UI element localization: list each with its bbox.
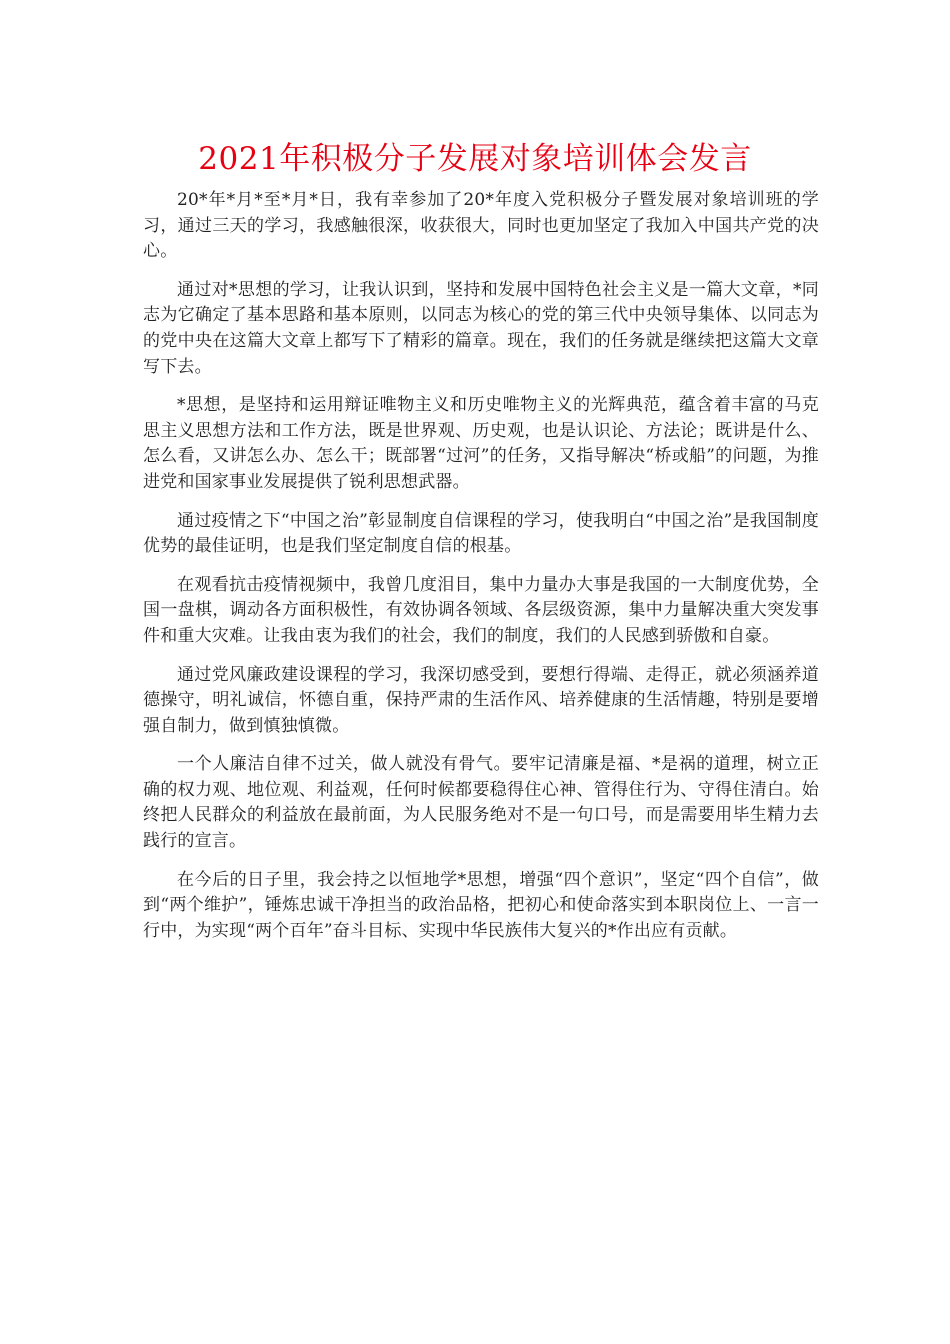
- paragraph: 一个人廉洁自律不过关，做人就没有骨气。要牢记清廉是福、*是祸的道理，树立正确的权力观、地位观、利益观，任何时候都要稳得住心神、管得住行为、守得住清白。始终把人民群众的利益放在最前面，为人民服务绝对不是一句口号，而是需要用毕生精力去践行的宣言。: [143, 754, 819, 852]
- document-title: 2021年积极分子发展对象培训体会发言: [198, 141, 752, 177]
- paragraph: 通过疫情之下“中国之治”彰显制度自信课程的学习，使我明白“中国之治”是我国制度优势的最佳证明，也是我们坚定制度自信的根基。: [143, 510, 819, 557]
- paragraph: 在观看抗击疫情视频中，我曾几度泪目，集中力量办大事是我国的一大制度优势，全国一盘棋，调动各方面积极性，有效协调各领域、各层级资源，集中力量解决重大突发事件和重大灾难。让我由衷为我们的社会，我们的制度，我们的人民感到骄傲和自豪。: [143, 574, 819, 646]
- paragraph: 通过党风廉政建设课程的学习，我深切感受到，要想行得端、走得正，就必须涵养道德操守，明礼诚信，怀德自重，保持严肃的生活作风、培养健康的生活情趣，特别是要增强自制力，做到慎独慎微。: [143, 664, 819, 736]
- paragraph: 通过对*思想的学习，让我认识到，坚持和发展中国特色社会主义是一篇大文章，*同志为它确定了基本思路和基本原则，以同志为核心的党的第三代中央领导集体、以同志为的党中央在这篇大文章上都写下了精彩的篇章。现在，我们的任务就是继续把这篇大文章写下去。: [143, 279, 819, 377]
- paragraph: *思想，是坚持和运用辩证唯物主义和历史唯物主义的光辉典范，蕴含着丰富的马克思主义思想方法和工作方法，既是世界观、历史观，也是认识论、方法论；既讲是什么、怎么看，又讲怎么办、怎么干；既部署“过河”的任务，又指导解决“桥或船”的问题，为推进党和国家事业发展提供了锐利思想武器。: [143, 395, 819, 492]
- paragraph: 在今后的日子里，我会持之以恒地学*思想，增强“四个意识”，坚定“四个自信”，做到“两个维护”，锤炼忠诚干净担当的政治品格，把初心和使命落实到本职岗位上、一言一行中，为实现“两个百年”奋斗目标、实现中华民族伟大复兴的*作出应有贡献。: [143, 869, 819, 941]
- paragraph: 20*年*月*至*月*日，我有幸参加了20*年度入党积极分子暨发展对象培训班的学习，通过三天的学习，我感触很深，收获很大，同时也更加坚定了我加入中国共产党的决心。: [143, 190, 819, 262]
- document-body: [143, 188, 819, 957]
